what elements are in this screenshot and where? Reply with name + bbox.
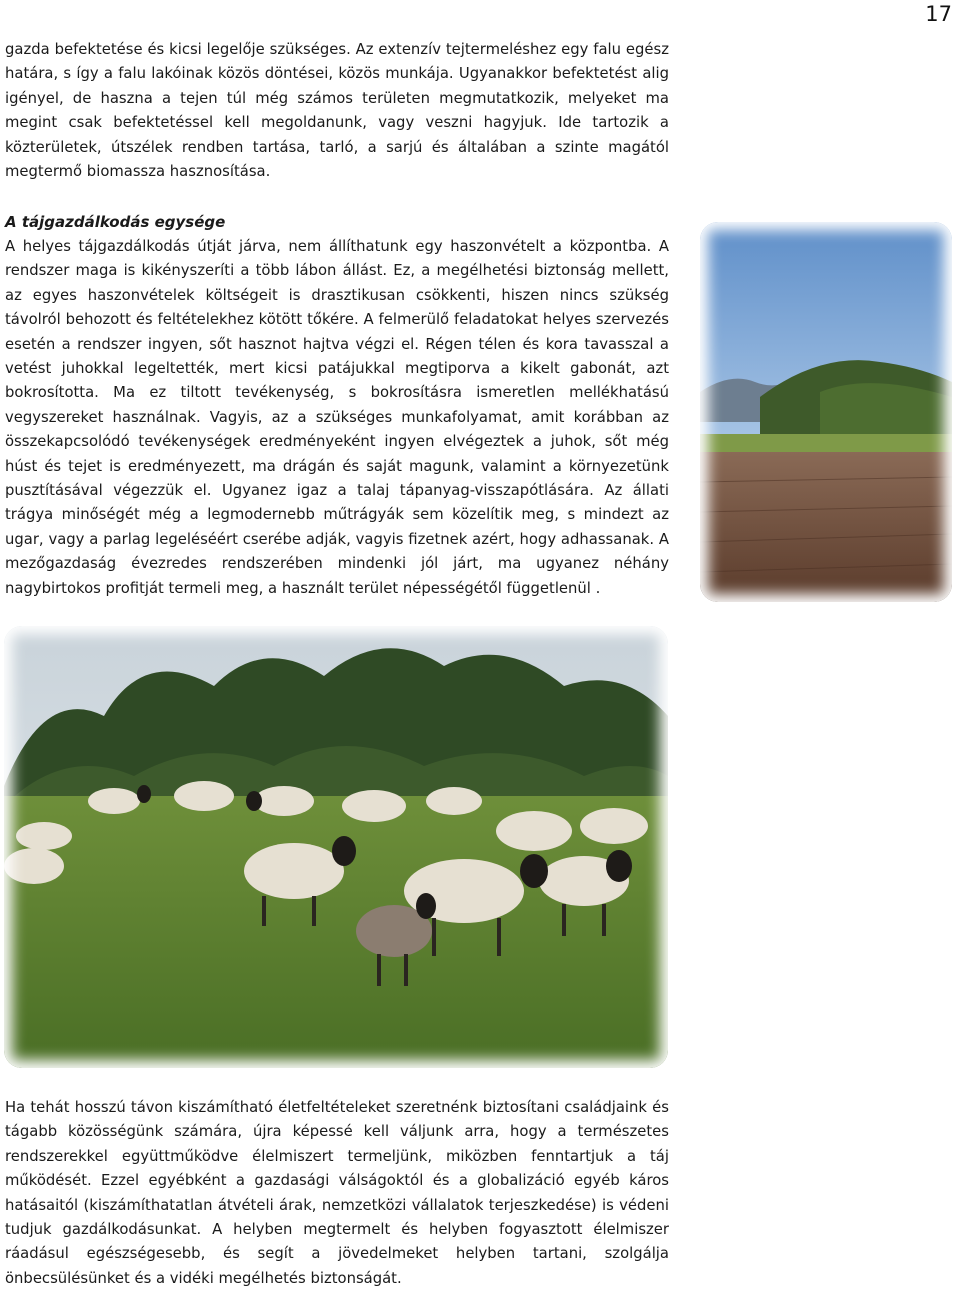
paragraph-body: A helyes tájgazdálkodás útját járva, nem állíthatunk egy haszonvételt a központba. A rendszer maga is kikényszeríti a több lábon állást. Ez, a megélhetési biztonság mellett, az egyes haszonvételek költségeit is drasztikusan csökkenti, hiszen nincs szükség távolról behozott és feltételekhez kötött tőkére. A felmerülő feladatokat helyes szervezés esetén a rendszer ingyen, sőt hasznot hajtva végzi el. Régen télen és kora tavasszal a vetést juhokkal legeltették, mert kicsi patájukkal megtiporva a kikelt gabonát, azt bokrosította. Ma ez tiltott tevékenység, s bokrosításra ismeretlen mellékhatású vegyszereket használnak. Vagyis, az a szükséges munkafolyamat, amit korábban az összekapcsolódó tevékenységek eredményeként ingyen elvégeztek a juhok, sőt még húst és tejet is eredményezett, ma drágán és saját magunk, valamint a környezetünk pusztításával végezzük el. Ugyanez igaz a talaj tápanyag-visszapótlására. Az állati trágya minőségét még a legmodernebb műtrágyák sem közelítik meg, s mindezt az ugar, vagy a parlag legeléséért cserébe adják, vagyis fizetnek azért, hogy adhassanak. A mezőgazdaság évezredes rendszerében mindenki jól járt, ma ugyanez néhány nagybirtokos profitját termeli meg, a használt terület népességétől függetlenül . xyxy=(5,238,669,597)
paragraph-conclusion: Ha tehát hosszú távon kiszámítható életfeltételeket szeretnénk biztosítani családjaink és tágabb közösségünk számára, újra képessé kell váljunk arra, hogy a természetes rendszerekkel együttműködve élelmiszert termeljünk, miközben fenntartjuk a táj működését. Ezzel egyébként a gazdasági válságoktól és a globalizáció egyéb káros hatásaitól (kiszámíthatatlan átvételi árak, nemzetközi vállalatok terjeszkedése) is védeni tudjuk gazdálkodásunkat. A helyben megtermelt és helyben fogyasztott élelmiszer ráadásul egészségesebb, és segít a jövedelmeket helyben tartani, szolgálja önbecsülésünket és a vidéki megélhetés biztonságát. xyxy=(5,1099,669,1287)
sheep-flock-photo xyxy=(4,626,668,1068)
plowed-field-photo xyxy=(700,222,952,602)
paragraph-intro: gazda befektetése és kicsi legelője szükséges. Az extenzív tejtermeléshez egy falu egész határa, s így a falu lakóinak közös döntései, közös munkája. Ugyanakkor befektetést alig igényel, de haszna a tejen túl még számos területen megmutatkozik, melyeket ma megint csak befektetéssel kell megoldanunk, vagy veszni hagyjuk. Ide tartozik a közterületek, útszélek rendben tartása, tarló, a sarjú és általában a szinte magától megtermő biomassza hasznosítása. xyxy=(5,41,669,181)
section-heading: A tájgazdálkodás egysége xyxy=(5,213,226,231)
page-number: 17 xyxy=(925,2,952,26)
